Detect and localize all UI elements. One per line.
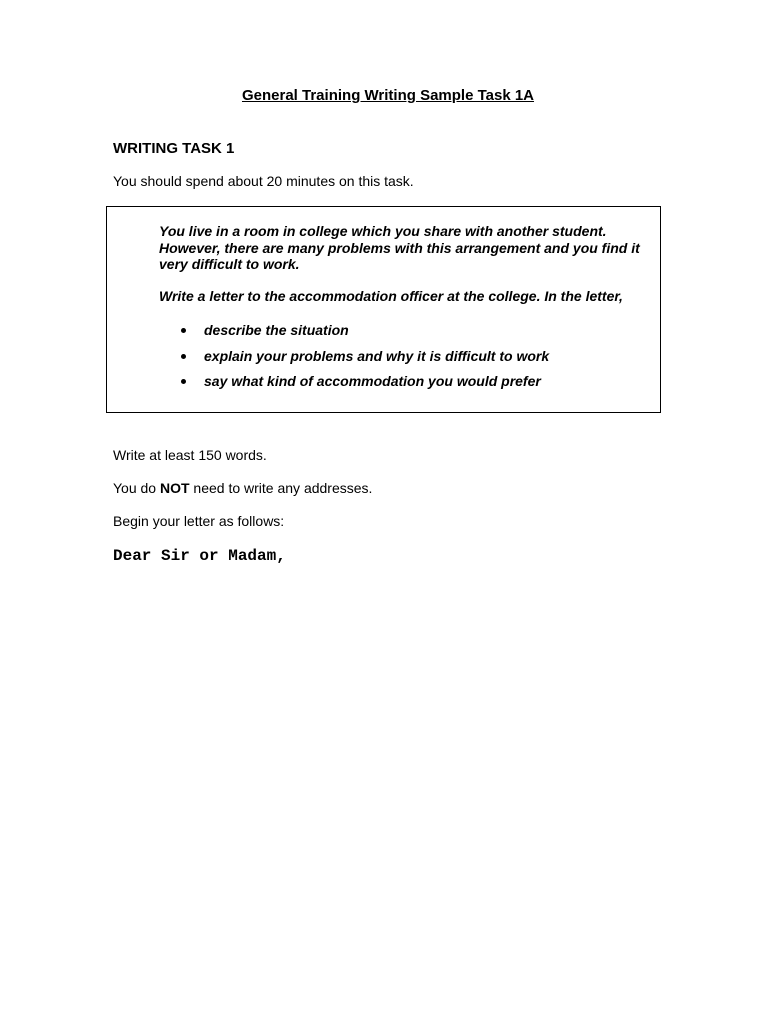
document-title: General Training Writing Sample Task 1A — [241, 87, 535, 104]
task-bullet-text: describe the situation — [204, 322, 349, 338]
task-bullet-text: explain your problems and why it is difficult to work — [204, 347, 550, 364]
letter-salutation: Dear Sir or Madam, — [113, 547, 286, 565]
bullet-icon — [181, 354, 186, 359]
task-heading: WRITING TASK 1 — [113, 140, 235, 157]
task-bullet-text: say what kind of accommodation you would prefer — [204, 373, 541, 389]
task-instruction: Write a letter to the accommodation officer at the college. In the letter, — [159, 288, 623, 304]
address-instruction-emphasis: NOT — [159, 480, 190, 496]
task-prompt-box — [106, 206, 661, 413]
bullet-icon — [181, 379, 186, 384]
bullet-icon — [181, 328, 186, 333]
begin-instruction: Begin your letter as follows: — [113, 513, 285, 529]
address-instruction-before: You do — [113, 480, 160, 496]
word-count-instruction: Write at least 150 words. — [113, 447, 267, 463]
task-situation: You live in a room in college which you share with another student. However, there are many problems with this arrangement and you find it very difficult to work. — [159, 223, 640, 272]
address-instruction-after: need to write any addresses. — [189, 480, 373, 496]
time-instruction: You should spend about 20 minutes on this task. — [113, 173, 414, 189]
address-instruction — [113, 479, 372, 497]
